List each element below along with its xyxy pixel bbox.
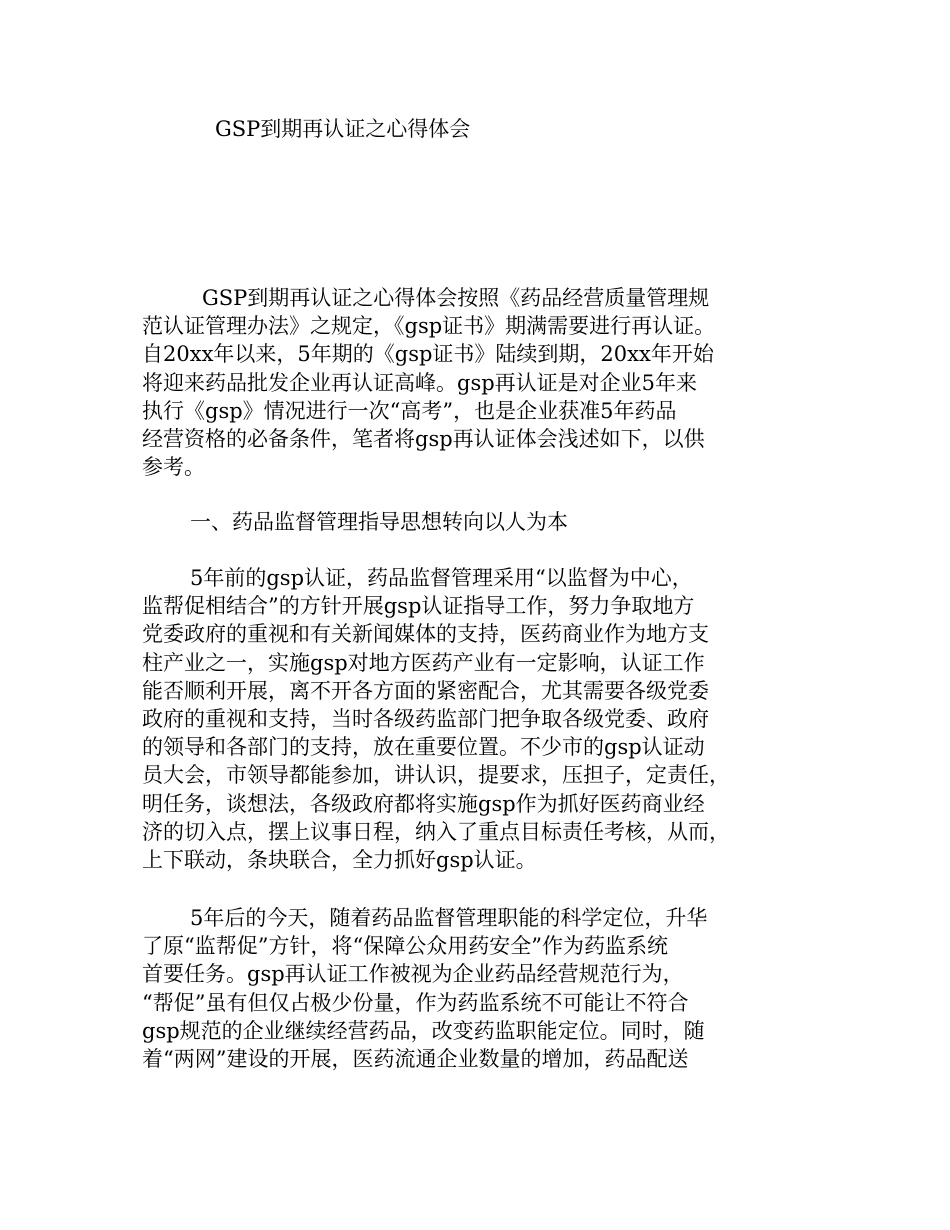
text-line: 5年前的gsp认证，药品监督管理采用“以监督为中心， [190, 566, 693, 590]
intro-paragraph [142, 284, 827, 481]
text-line: 明任务，谈想法，各级政府都将实施gsp作为抓好医药商业经 [142, 791, 705, 816]
section-heading [142, 508, 827, 536]
section-heading-text: 一、药品监督管理指导思想转向以人为本 [190, 510, 568, 534]
text-line: 经营资格的必备条件，笔者将gsp再认证体会浅述如下，以供 [142, 427, 705, 452]
text-line: “帮促”虽有但仅占极少份量，作为药监系统不可能让不符合 [142, 990, 689, 1015]
text-line: 参考。 [142, 455, 205, 480]
text-line: 柱产业之一，实施gsp对地方医药产业有一定影响，认证工作 [142, 650, 705, 675]
text-line: 了原“监帮促”方针，将“保障公众用药安全”作为药监系统 [142, 934, 668, 959]
text-line: 上下联动，条块联合，全力抓好gsp认证。 [142, 848, 537, 873]
text-line: 济的切入点，摆上议事日程，纳入了重点目标责任考核，从而， [142, 819, 730, 844]
text-line: 监帮促相结合”的方针开展gsp认证指导工作，努力争取地方 [142, 594, 695, 619]
section1-paragraph-2 [142, 904, 827, 1073]
text-line: 将迎来药品批发企业再认证高峰。gsp再认证是对企业5年来 [142, 370, 698, 395]
text-line: 首要任务。gsp再认证工作被视为企业药品经营规范行为， [142, 962, 684, 987]
text-line: gsp规范的企业继续经营药品，改变药监职能定位。同时，随 [142, 1018, 705, 1043]
text-line: 5年后的今天，随着药品监督管理职能的科学定位，升华 [190, 906, 708, 930]
text-line: 员大会，市领导都能参加，讲认识，提要求，压担子，定责任， [142, 763, 730, 788]
text-line: 党委政府的重视和有关新闻媒体的支持，医药商业作为地方支 [142, 622, 709, 647]
text-line: 范认证管理办法》之规定，《gsp证书》期满需要进行再认证。 [142, 314, 716, 339]
text-line: 自20xx年以来，5年期的《gsp证书》陆续到期，20xx年开始 [142, 342, 714, 367]
section1-paragraph-1 [142, 564, 827, 874]
text-line: GSP到期再认证之心得体会按照《药品经营质量管理规 [202, 286, 710, 310]
text-line: 能否顺利开展，离不开各方面的紧密配合，尤其需要各级党委 [142, 678, 709, 703]
text-line: 着“两网”建设的开展，医药流通企业数量的增加，药品配送 [142, 1047, 689, 1072]
text-line: 的领导和各部门的支持，放在重要位置。不少市的gsp认证动 [142, 735, 705, 760]
text-line: 政府的重视和支持，当时各级药监部门把争取各级党委、政府 [142, 707, 709, 732]
document-title: GSP到期再认证之心得体会 [215, 117, 471, 141]
text-line: 执行《gsp》情况进行一次“高考”，也是企业获准5年药品 [142, 398, 677, 423]
